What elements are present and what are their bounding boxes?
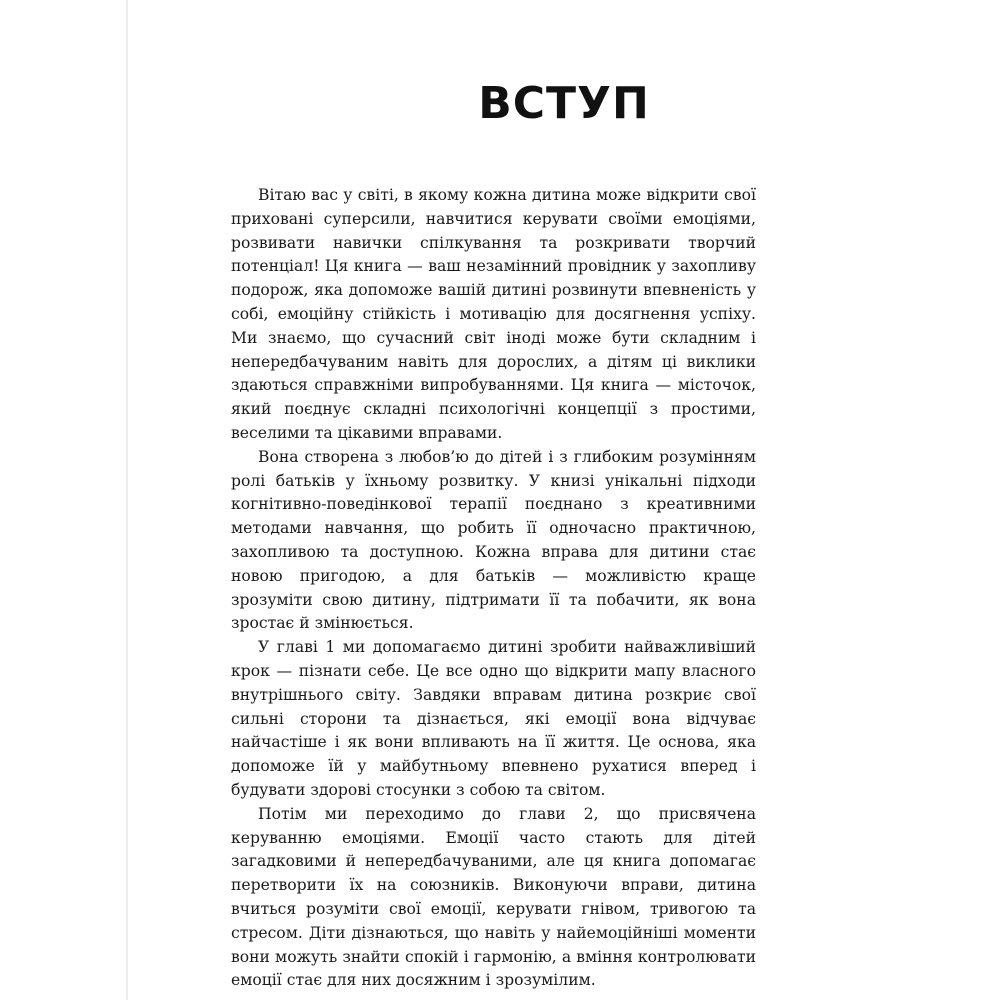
paragraph-2: Вона створена з любов’ю до дітей і з глибоким розумінням ролі батьків у їхньому розвитку. У книзі унікальні підходи когнітивно-поведінкової терапії поєднано з креативними методами навчання, що робить її одночасно практичною, захопливою та доступною. Кожна вправа для дитини стає новою пригодою, а для батьків — можливістю краще зрозуміти свою дитину, підтримати її та побачити, як вона зростає й змінюється. [231,447,756,633]
paragraph-3: У главі 1 ми допомагаємо дитині зробити найважливіший крок — пізнати себе. Це все одно що відкрити мапу власного внутрішнього світу. Завдяки вправам дитина розкриє свої сильні сторони та дізнається, які емоції вона відчуває найчастіше і як вони впливають на її життя. Це основа, яка допоможе їй у майбутньому впевнено рухатися вперед і будувати здорові стосунки з собою та світом. [231,638,756,799]
paragraph-1: Вітаю вас у світі, в якому кожна дитина може відкрити свої приховані суперсили, навчитися керувати своїми емоціями, розвивати навички спілкування та розкривати творчий потенціал! Ця книга — ваш незамінний провідник у захопливу подорож, яка допоможе вашій дитині розвинути впевненість у собі, емоційну стійкість і мотивацію для досягнення успіху. Ми знаємо, що сучасний світ іноді може бути складним і непередбачуваним навіть для дорослих, а дітям ці виклики здаються справжніми випробуваннями. Ця книга — місточок, який поєднує складні психологічні концепції з простими, веселими та цікавими вправами. [231,186,756,442]
page-title: ВСТУП [478,78,650,129]
paragraph-4: Потім ми переходимо до глави 2, що присвячена керуванню емоціями. Емоції часто стають для дітей загадковими й непередбачуваними, але ця книга допомагає перетворити їх на союзників. Виконуючи вправи, дитина вчиться розуміти свої емоції, керувати гнівом, тривогою та стресом. Діти дізнаються, що навіть у найемоційніші моменти вони можуть знайти спокій і гармонію, а вміння контролювати емоції стає для них досяжним і зрозумілим. [231,804,756,990]
book-page [128,0,1000,1000]
body-text [231,184,756,993]
